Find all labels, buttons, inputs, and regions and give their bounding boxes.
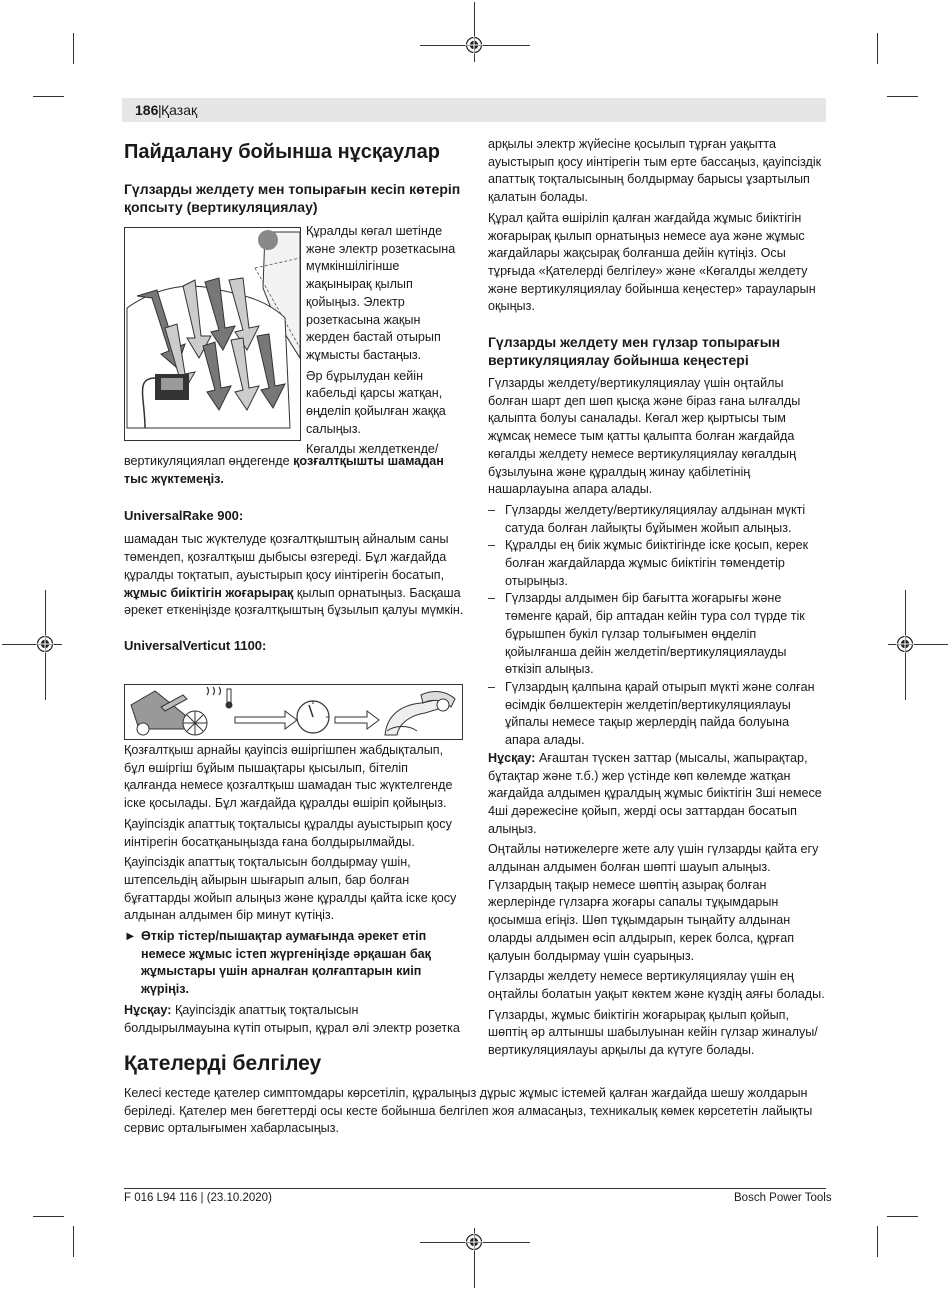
left-column-body-2 <box>124 742 464 1040</box>
list-item-text: Гүлзарды алдымен бір бағытта жоғарығы және төменге қарай, бір аптадан кейін тура сол түрде тік бұрышпен букіл гүлзар толығымен өңделіп қойылғанша дейін желдетіп/вертикуляциялауды өткізіп алыңыз. <box>505 591 805 677</box>
note-text: Ағаштан түскен заттар (мысалы, жапырақтар, бұтақтар және т.б.) жер үстінде көп көлемде жатқан жағдайда алдымен құралдың жұмыс биіктігін 3ші немесе 4ші дәрежесіне қойып, жерді осы заттардан босатып алыңыз. <box>488 750 822 836</box>
footer-divider <box>124 1188 826 1189</box>
footer-doc-id: F 016 L94 116 | (23.10.2020) <box>124 1192 272 1204</box>
note-paragraph <box>488 750 826 839</box>
rake-text: қылып орнатыңыз. Басқаша әрекет еткеніңізде қозғалтқыштың бұзылып қалуы мүмкін. <box>124 585 464 618</box>
mowing-pattern-illustration <box>124 227 301 441</box>
note-text: Қауіпсіздік апаттық тоқталысын болдырылмауына күтіп отырып, құрал әлі электр розетка <box>124 1002 460 1035</box>
list-dash: – <box>488 538 496 553</box>
crop-mark <box>73 1226 74 1257</box>
list-item <box>488 679 826 750</box>
header-bar <box>122 98 826 122</box>
rake-model-title: UniversalRake 900: <box>124 508 244 524</box>
list-item <box>488 502 826 537</box>
list-dash: – <box>488 502 496 517</box>
header-language: Қазақ <box>161 102 198 118</box>
verticut-model-title: UniversalVerticut 1100: <box>124 637 267 653</box>
page-title: Пайдалану бойынша нұсқаулар <box>124 141 440 163</box>
crop-mark <box>33 1216 64 1217</box>
right-paragraph: Гүлзарды желдету немесе вертикуляциялау үшін ең оңтайлы болатын уақыт көктем және күздің аяғы болады. <box>488 969 825 1001</box>
crop-mark <box>877 1226 878 1257</box>
rake-text-bold: жұмыс биіктігін жоғарырақ <box>124 585 294 600</box>
note-label: Нұсқау: <box>124 1002 172 1017</box>
crop-mark <box>33 96 64 97</box>
registration-mark-icon <box>896 635 914 653</box>
right-paragraph: Гүлзарды, жұмыс биіктігін жоғарырақ қылып қойып, шөптің әр алтыншы шабылуынан кейін гүлзар жиналуы/вертикуляциялауы арқылы да күтуге болады. <box>488 1007 818 1058</box>
note-paragraph <box>124 1002 464 1037</box>
overload-bold: қозғалтқышты шамадан тыс жүктемеңіз. <box>124 454 444 486</box>
left-column-body <box>124 453 464 655</box>
overload-plain: вертикуляциялап өңдегенде <box>124 454 294 468</box>
crop-mark <box>73 33 74 64</box>
right-paragraph: Оңтайлы нәтижелерге жете алу үшін гүлзарды қайта егу алдынан алдымен болған шөпті шауып алыңыз. Гүлзардың тақыр немесе шөптің азырақ болған жерлерінде гүлзарға жоғары сапалы тұқымдарын қосымша егіңіз. Шөп тұқымдарын тыңайту алдынан оларды алдымен өсіп алдырып, керек болса, құрғап қалуын болдырмау үшін суарыңыз. <box>488 842 819 963</box>
note-label: Нұсқау: <box>488 750 536 765</box>
list-item-text: Гүлзарды желдету/вертикуляциялау алдынан мүкті сатуда болған лайықты бұйымен жойып алыңыз. <box>505 502 806 535</box>
troubleshooting-text: Келесі кестеде қателер симптомдары көрсетіліп, құралыңыз дұрыс жұмыс істемей қалған жағдайда шешу жолдарын беріледі. Қателер мен бөгеттерді осы кесте бойынша белгілеп жоя алмасаңыз, техникалық көмек көрсететін лайықты сервис орталығымен хабарласыңыз. <box>124 1086 813 1136</box>
overload-paragraph <box>124 453 464 488</box>
crop-mark <box>877 33 878 64</box>
safety-paragraph: Қауіпсіздік апаттық тоқталысы құралды ауыстырып қосу иінтірегін босатқаныңызда ғана болдырылмайды. <box>124 816 452 849</box>
troubleshooting-title: Қателерді белгілеу <box>124 1052 322 1075</box>
gloves-warning <box>124 928 464 999</box>
registration-mark-icon <box>36 635 54 653</box>
right-paragraph: Гүлзарды желдету/вертикуляциялау үшін оңтайлы болған шарт деп шөп қысқа және біраз ғана ылғалды қалыпта болуы саналады. Көгал жер қыртысы тым жұмсақ немесе тым қатты қалыпта болған жағдайда көгалды желдету немесе вертикуляциялау көгалдың бұзылуына және құралдың жинау қабілетінің нашарлауына апара алады. <box>488 376 801 497</box>
right-paragraph: арқылы электр жүйесіне қосылып тұрған уақытта ауыстырып қосу иінтірегін тым ерте бассаңыз, қауіпсіздік апаттық тоқталысының болдырмау барысы ұзартылып қалатын болады. <box>488 137 822 205</box>
right-column <box>488 136 826 1063</box>
rake-paragraph <box>124 531 464 620</box>
crop-mark <box>887 96 918 97</box>
right-paragraph: Құрал қайта өшіріліп қалған жағдайда жұмыс биіктігін жоғарырақ қылып орнатыңыз немесе ауа және жұмыс жағдайлары жақсырақ болғанша дейін күтіңіз. Осы тұрғыда «Қателерді белгілеу» және «Көгалды желдету және вертикуляциялау бойынша кеңестер» тарауларын оқыңыз. <box>488 210 816 314</box>
figure-side-paragraph: Құралды көгал шетінде және электр розеткасына мүмкіншілігінше жақынырақ қылып қойыңыз. Электр розеткасына жақын жерден бастай отырып жұмысты бастаңыз. <box>306 224 456 362</box>
warning-text: Өткір тістер/пышақтар аумағында әрекет етіп немесе жұмыс істеп жүргеніңізде әрқашан бақ жұмыстары үшін арналған қолғаптарын киіп жүріңіз. <box>141 929 431 997</box>
figure-side-paragraph: Көгалды желдеткенде/ <box>306 442 439 457</box>
list-dash: – <box>488 679 496 694</box>
section-title: Гүлзарды желдету мен топырағын кесіп көтеріп қопсыту (вертикуляциялау) <box>124 181 461 215</box>
list-dash: – <box>488 591 496 606</box>
rake-text: шамадан тыс жүктелуде қозғалтқыштың айналым саны төмендеп, қозғалтқыш дыбысы өзгереді. Бұл жағдайда құралды тоқтатып, ауыстырып қосу иінтірегін босатып, <box>124 532 449 582</box>
motor-paragraph: Қозғалтқыш арнайы қауіпсіз өшіргішпен жабдықталып, бұл өшіргіш бұйым пышақтары қысылып, бітеліп қалғанда немесе қозғалтқыш шамадан тыс жүктелгенде іске қосылады. Бұл жағдайда құралды өшіріп қойыңыз. <box>124 743 453 811</box>
safety-paragraph: Қауіпсіздік апаттық тоқталысын болдырмау үшін, штепсельдің айырын шығарып алып, бар болған бұғаттарды жойып алыңыз және құралды қайта іске қосу алдынан алдымен бір минут күтіңіз. <box>124 855 457 923</box>
warning-arrow-icon: ► <box>124 929 137 944</box>
list-item <box>488 537 826 590</box>
tips-section-title: Гүлзарды желдету мен гүлзар топырағын вертикуляциялау бойынша кеңестері <box>488 334 781 369</box>
footer-brand: Bosch Power Tools <box>734 1192 832 1204</box>
list-item <box>488 590 826 679</box>
header-separator: | <box>158 102 162 118</box>
list-item-text: Құралды ең биік жұмыс биіктігінде іске қосып, керек болған жағдайларда жұмыс биіктігін төмендетір отырыңыз. <box>505 538 809 588</box>
overload-cooldown-illustration <box>124 684 463 740</box>
list-item-text: Гүлзардың қалпына қарай отырып мүкті және солған өсімдік бөлшектерін желдетіп/вертикуляциялауы ұйпалы немесе тақыр жерлердің пайда болуына апара алады. <box>505 679 815 748</box>
registration-mark-icon <box>465 1233 483 1251</box>
registration-mark-icon <box>465 36 483 54</box>
figure-side-paragraph: Әр бұрылудан кейін кабельді қарсы жатқан, өңделіп қойылған жаққа салыңыз. <box>306 368 446 436</box>
figure-side-text <box>306 223 466 462</box>
page-number: 186 <box>135 102 159 118</box>
crop-mark <box>887 1216 918 1217</box>
